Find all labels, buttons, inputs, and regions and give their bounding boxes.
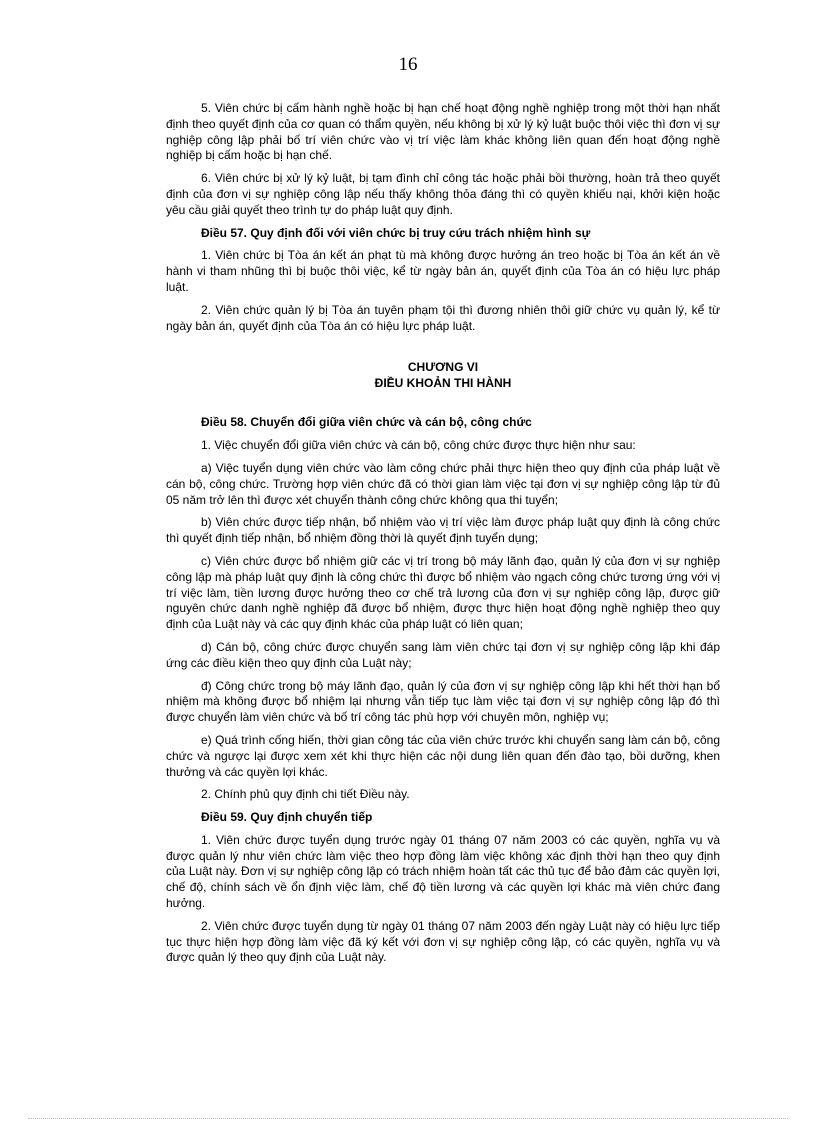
paragraph: 2. Chính phủ quy định chi tiết Điều này. (201, 787, 410, 802)
article-heading: Điều 57. Quy định đối với viên chức bị truy cứu trách nhiệm hình sự (201, 225, 591, 240)
chapter-heading (166, 360, 720, 391)
paragraph: d) Cán bộ, công chức được chuyển sang làm viên chức tại đơn vị sự nghiệp công lập khi đáp ứng các điều kiện theo quy định của Luật này; (166, 639, 720, 670)
paragraph: e) Quá trình cống hiến, thời gian công tác của viên chức trước khi chuyển sang làm cán bộ, công chức và ngược lại được xem xét khi thực hiện các nội dung liên quan đến đào tạo, bồi dưỡng, khen thưởng và các quyền lợi khác. (166, 732, 720, 779)
section-before-chapter (166, 101, 720, 334)
paragraph: c) Viên chức được bổ nhiệm giữ các vị trí trong bộ máy lãnh đạo, quản lý của đơn vị sự nghiệp công lập mà pháp luật quy định là công chức thì được bổ nhiệm vào ngạch công chức tương ứng với vị trí việc làm, tiền lương được hưởng theo cơ chế trả lương của đơn vị sự nghiệp công lập, được giữ nguyên chức danh nghề nghiệp đã được bổ nhiệm, được thực hiện hoạt động nghề nghiệp theo quy định của Luật này và các quy định khác của pháp luật có liên quan; (166, 553, 720, 632)
article-heading: Điều 58. Chuyển đổi giữa viên chức và cán bộ, công chức (201, 415, 532, 430)
paragraph: đ) Công chức trong bộ máy lãnh đạo, quản lý của đơn vị sự nghiệp công lập khi hết thời hạn bổ nhiệm mà không được bổ nhiệm lại nhưng vẫn tiếp tục làm việc tại đơn vị sự nghiệp công lập đó thì được chuyển làm viên chức và bố trí công tác phù hợp với chuyên môn, nghiệp vụ; (166, 678, 720, 725)
section-after-chapter (166, 415, 720, 966)
paragraph: 2. Viên chức được tuyển dụng từ ngày 01 tháng 07 năm 2003 đến ngày Luật này có hiệu lực tiếp tục thực hiện hợp đồng làm việc đã ký kết với đơn vị sự nghiệp công lập, có các quyền, nghĩa vụ và được quản lý theo quy định của Luật này. (166, 918, 720, 965)
paragraph: 1. Viên chức bị Tòa án kết án phạt tù mà không được hưởng án treo hoặc bị Tòa án kết án về hành vi tham nhũng thì bị buộc thôi việc, kể từ ngày bản án, quyết định của Tòa án có hiệu lực pháp luật. (166, 248, 720, 294)
paragraph: b) Viên chức được tiếp nhận, bổ nhiệm vào vị trí việc làm được pháp luật quy định là công chức thì quyết định tiếp nhận, bổ nhiệm đồng thời là quyết định tuyển dụng; (166, 515, 720, 546)
paragraph: 6. Viên chức bị xử lý kỷ luật, bị tạm đình chỉ công tác hoặc phải bồi thường, hoàn trả theo quyết định của đơn vị sự nghiệp công lập nếu thấy không thỏa đáng thì có quyền khiếu nại, khởi kiện hoặc yêu cầu giải quyết theo trình tự do pháp luật quy định. (166, 171, 720, 217)
chapter-number: CHƯƠNG VI (407, 360, 479, 375)
paragraph: a) Việc tuyển dụng viên chức vào làm công chức phải thực hiện theo quy định của pháp luật về cán bộ, công chức. Trường hợp viên chức đã có thời gian làm việc tại đơn vị sự nghiệp công lập từ đủ 05 năm trở lên thì được xét chuyển thành công chức không qua thi tuyển; (166, 460, 720, 507)
page-number: 16 (398, 54, 418, 75)
page-bottom-divider (28, 1118, 788, 1119)
article-heading: Điều 59. Quy định chuyển tiếp (201, 810, 373, 825)
paragraph: 1. Viên chức được tuyển dụng trước ngày 01 tháng 07 năm 2003 có các quyền, nghĩa vụ và được quản lý như viên chức làm việc theo hợp đồng làm việc không xác định thời hạn theo quy định của Luật này. Đơn vị sự nghiệp công lập có trách nhiệm hoàn tất các thủ tục để bảo đảm các quyền lợi, chế độ, chính sách về ổn định việc làm, chế độ tiền lương và các quyền lợi khác mà viên chức đang hưởng. (166, 832, 720, 911)
chapter-title: ĐIỀU KHOẢN THI HÀNH (374, 375, 512, 390)
paragraph: 2. Viên chức quản lý bị Tòa án tuyên phạm tội thì đương nhiên thôi giữ chức vụ quản lý, kể từ ngày bản án, quyết định của Tòa án có hiệu lực pháp luật. (166, 302, 720, 333)
paragraph: 5. Viên chức bị cấm hành nghề hoặc bị hạn chế hoạt động nghề nghiệp trong một thời hạn nhất định theo quyết định của cơ quan có thẩm quyền, nếu không bị xử lý kỷ luật buộc thôi việc thì đơn vị sự nghiệp công lập phải bố trí viên chức vào vị trí việc làm khác không liên quan đến hoạt động nghề nghiệp bị cấm hoặc bị hạn chế. (166, 101, 720, 163)
paragraph: 1. Việc chuyển đổi giữa viên chức và cán bộ, công chức được thực hiện như sau: (201, 438, 636, 453)
document-body (166, 101, 720, 973)
